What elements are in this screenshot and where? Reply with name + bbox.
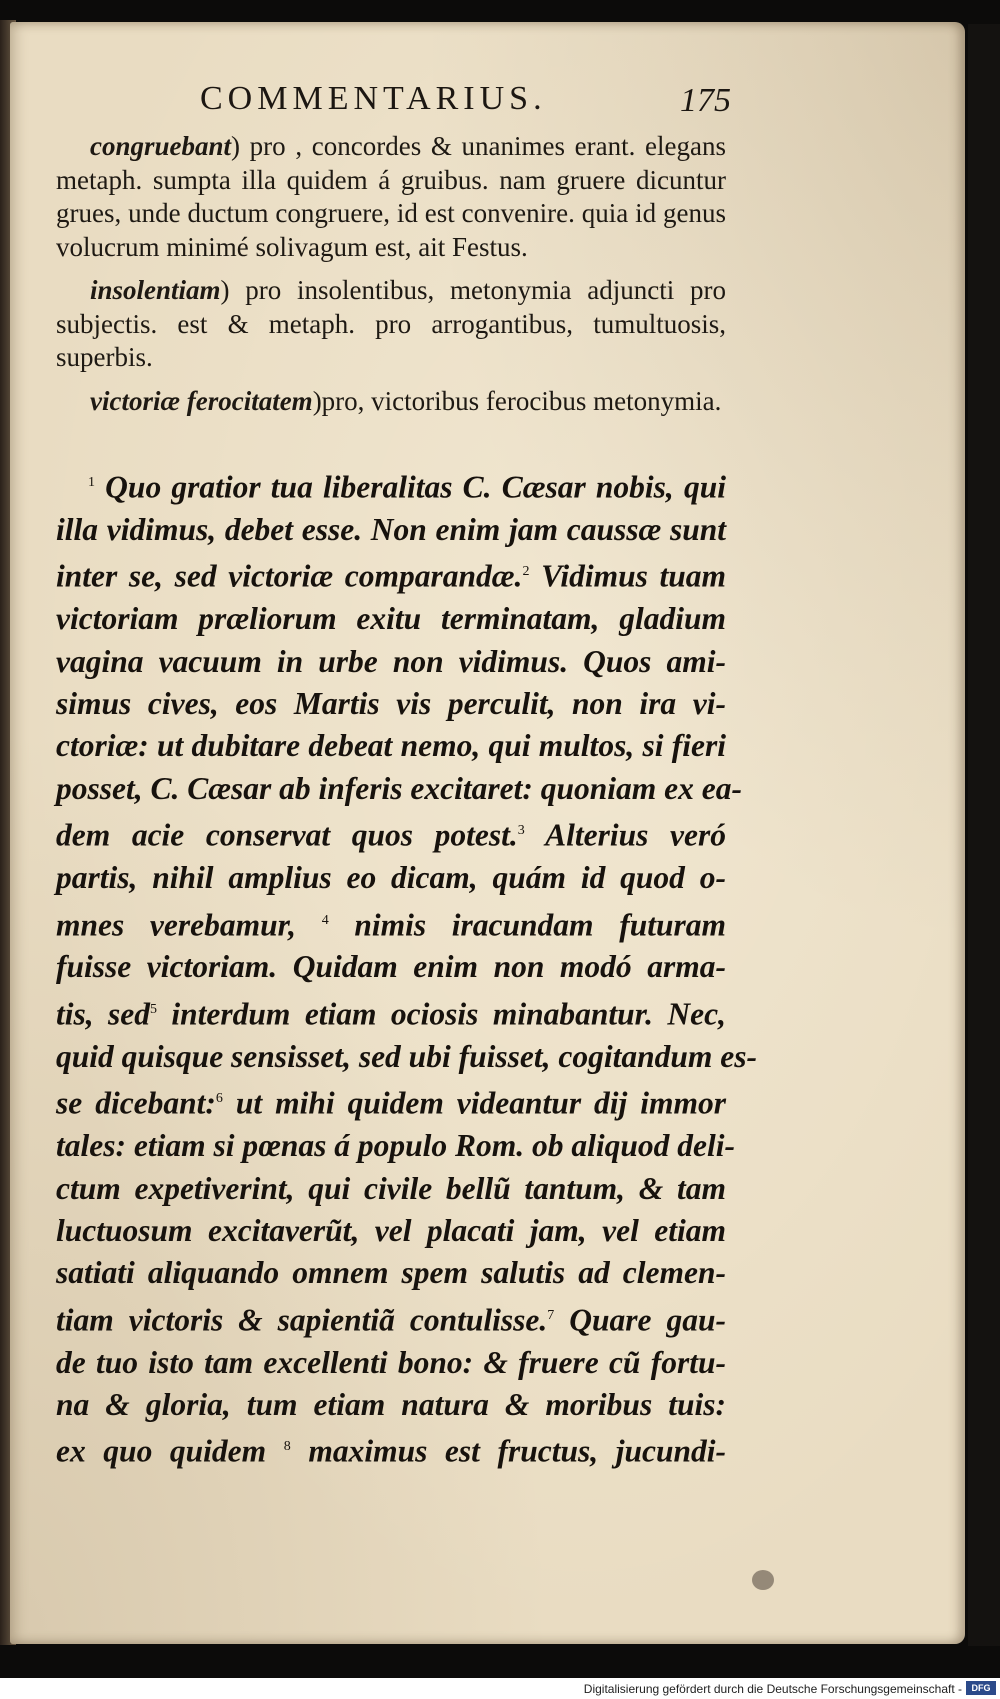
text-line — [56, 598, 726, 640]
line-text: quid quisque sensisset, sed ubi fuisset, cogitandum es- — [56, 1038, 757, 1074]
scan-background-strip — [968, 24, 1000, 1646]
text-line — [56, 641, 726, 683]
text-line — [56, 946, 726, 988]
line-text: victoriam præliorum exitu terminatam, gladium — [56, 601, 726, 637]
line-text: posset, C. Cæsar ab inferis excitaret: quoniam ex ea- — [56, 770, 742, 806]
text-line — [56, 683, 726, 725]
line-text: Quo gratior tua liberalitas C. Cæsar nobis, qui — [105, 469, 726, 505]
text-line — [56, 900, 726, 947]
line-text: de tuo isto tam excellenti bono: & fruere cũ fortu- — [56, 1344, 726, 1380]
note-text: ) pro insolentibus, metonymia adjuncti pro subjectis. est & metaph. pro arrogantibus, tumultuosis, superbis. — [56, 275, 726, 372]
text-line — [56, 989, 726, 1036]
commentary-note — [56, 385, 726, 419]
text-line — [56, 1078, 726, 1125]
line-text: vagina vacuum in urbe non vidimus. Quos ami- — [56, 643, 726, 679]
line-text: ex quo quidem — [56, 1433, 267, 1469]
line-text: mnes verebamur, — [56, 907, 297, 943]
text-line — [56, 1384, 726, 1426]
text-line — [56, 1342, 726, 1384]
text-line — [56, 1252, 726, 1294]
main-text — [56, 462, 757, 1473]
note-lemma: insolentiam — [90, 275, 221, 305]
footer-bar — [0, 1678, 1000, 1699]
text-line — [56, 462, 726, 509]
text-line — [56, 810, 726, 857]
text-line — [56, 1125, 736, 1167]
text-line — [56, 1210, 726, 1252]
footnote-marker: 7 — [547, 1307, 555, 1323]
line-text: na & gloria, tum etiam natura & moribus tuis: — [56, 1387, 726, 1423]
note-text: )pro, victoribus ferocibus metonymia. — [312, 385, 722, 416]
line-text: Alterius veró — [545, 817, 726, 853]
note-lemma: congruebant — [90, 131, 232, 161]
commentary-note — [56, 274, 726, 375]
note-lemma: victoriæ ferocitatem — [90, 385, 313, 416]
text-line — [56, 768, 742, 810]
paper-stain — [752, 1570, 774, 1590]
text-line — [56, 1036, 757, 1078]
text-line — [56, 1426, 726, 1473]
line-text: satiati aliquando omnem spem salutis ad clemen- — [56, 1255, 726, 1291]
footnote-marker: 6 — [215, 1091, 223, 1107]
page-number: 175 — [680, 82, 731, 119]
line-text: fuisse victoriam. Quidam enim non modó arma- — [56, 949, 726, 985]
line-text: illa vidimus, debet esse. Non enim jam caussæ sunt — [56, 511, 726, 547]
commentary-notes — [56, 130, 726, 428]
text-line — [56, 551, 726, 598]
line-text: inter se, sed victoriæ comparandæ. — [56, 558, 523, 594]
line-text: nimis iracundam futuram — [354, 907, 726, 943]
line-text: maximus est fructus, jucundi- — [308, 1433, 726, 1469]
funding-notice: Digitalisierung gefördert durch die Deutsche Forschungsgemeinschaft - — [583, 1682, 962, 1696]
dfg-logo-icon: DFG — [966, 1681, 996, 1695]
line-text: partis, nihil amplius eo dicam, quám id quod o- — [56, 860, 726, 896]
line-text: luctuosum excitaverũt, vel placati jam, vel etiam — [56, 1212, 726, 1248]
text-line — [56, 857, 726, 899]
text-line — [56, 509, 726, 551]
line-text: Vidimus tuam — [541, 558, 727, 594]
line-text: simus cives, eos Martis vis perculit, non ira vi- — [56, 686, 726, 722]
footnote-marker: 4 — [321, 912, 329, 928]
footnote-marker: 8 — [283, 1439, 291, 1455]
line-text: se dicebant: — [56, 1085, 216, 1121]
line-text: ctum expetiverint, qui civile bellũ tantum, & tam — [56, 1170, 726, 1206]
line-text: ut mihi quidem videantur dij immor — [235, 1085, 727, 1121]
line-text: dem acie conservat quos potest. — [56, 817, 518, 853]
line-text: interdum etiam ociosis minabantur. Nec, — [171, 996, 726, 1032]
running-head: COMMENTARIUS. — [200, 80, 547, 117]
note-text: ) pro , concordes & unanimes erant. elegans metaph. sumpta illa quidem á gruibus. nam gruere dicuntur grues, unde ductum congruere, id est convenire. quia id genus volucrum minimé solivagum est, ait Festus. — [56, 131, 726, 262]
footnote-marker: 3 — [517, 823, 525, 839]
line-text: tiam victoris & sapientiã contulisse. — [56, 1302, 548, 1338]
text-line — [56, 1295, 726, 1342]
line-text: ctoriæ: ut dubitare debeat nemo, qui multos, si fieri — [56, 728, 726, 764]
text-line — [56, 1168, 726, 1210]
line-text: tis, sed — [56, 996, 151, 1032]
footnote-marker: 2 — [522, 564, 530, 580]
footnote-marker: 5 — [150, 1001, 158, 1017]
line-text: Quare gau- — [569, 1302, 727, 1338]
line-text: tales: etiam si pœnas á populo Rom. ob aliquod deli- — [56, 1128, 736, 1164]
text-line — [56, 725, 726, 767]
footnote-marker: 1 — [88, 475, 95, 490]
commentary-note — [56, 130, 726, 264]
